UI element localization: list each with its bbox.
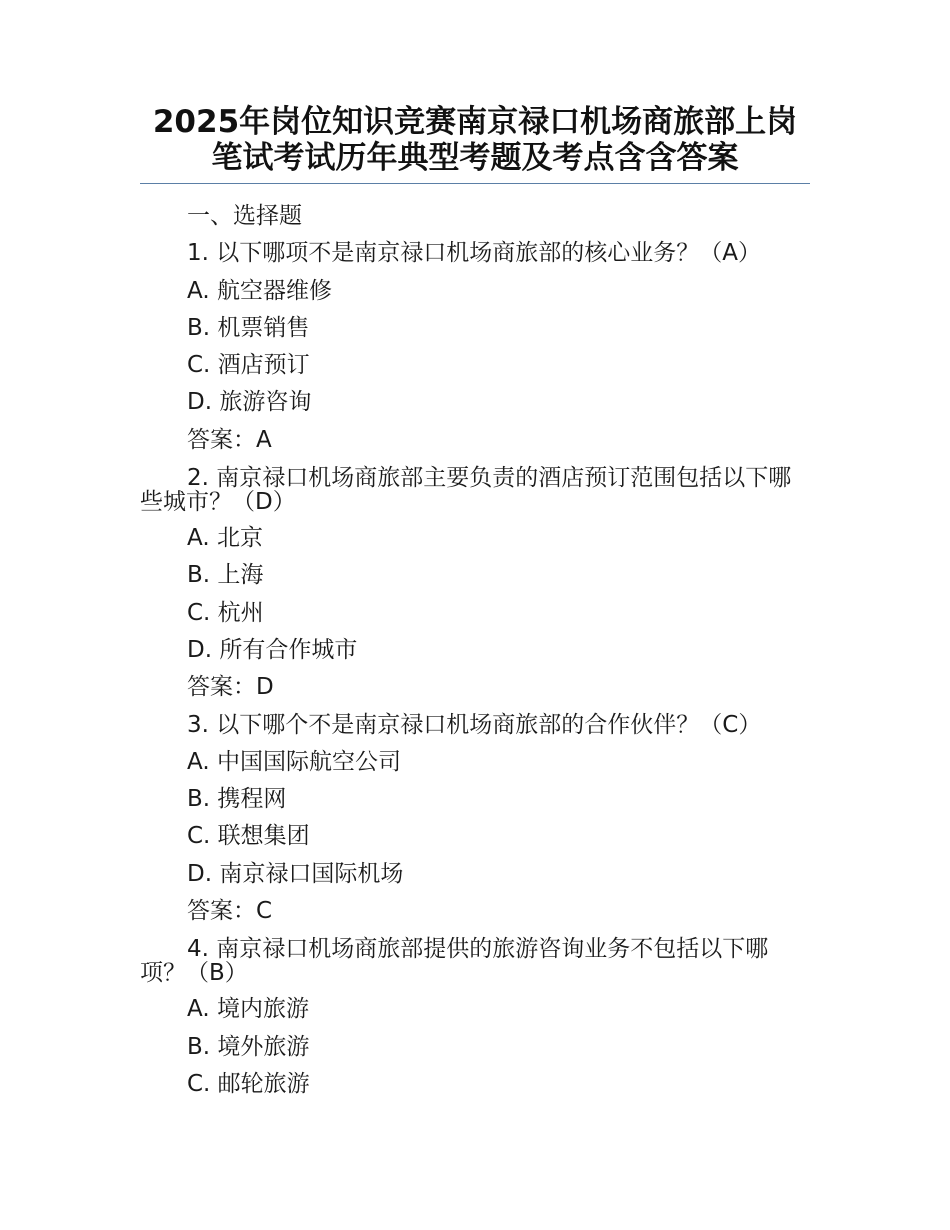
title-divider: [140, 183, 810, 184]
option-b: B. 境外旅游: [187, 1033, 310, 1060]
option-b: B. 机票销售: [187, 314, 310, 341]
question-text: 2. 南京禄口机场商旅部主要负责的酒店预订范围包括以下哪些城市？（D）: [140, 465, 792, 516]
option-d: D. 旅游咨询: [187, 389, 312, 416]
document-title: 2025年岗位知识竞赛南京禄口机场商旅部上岗笔试考试历年典型考题及考点含含答案: [152, 104, 798, 176]
question-text: 1. 以下哪项不是南京禄口机场商旅部的核心业务？（A）: [187, 240, 761, 267]
option-c: C. 酒店预订: [187, 352, 310, 379]
option-a: A. 中国国际航空公司: [187, 748, 401, 775]
option-c: C. 邮轮旅游: [187, 1070, 310, 1097]
option-a: A. 境内旅游: [187, 996, 309, 1023]
option-b: B. 上海: [187, 562, 264, 589]
question-text: 4. 南京禄口机场商旅部提供的旅游咨询业务不包括以下哪项？（B）: [140, 936, 769, 987]
option-c: C. 杭州: [187, 599, 264, 626]
question-text: 3. 以下哪个不是南京禄口机场商旅部的合作伙伴？（C）: [187, 711, 762, 738]
option-a: A. 航空器维修: [187, 277, 332, 304]
document-body: [140, 198, 812, 1103]
option-d: D. 南京禄口国际机场: [187, 860, 404, 887]
answer-text: 答案：D: [187, 674, 274, 701]
option-a: A. 北京: [187, 525, 263, 552]
answer-text: 答案：C: [187, 898, 273, 925]
option-c: C. 联想集团: [187, 823, 310, 850]
answer-text: 答案：A: [187, 426, 272, 453]
option-d: D. 所有合作城市: [187, 636, 358, 663]
section-heading: 一、选择题: [187, 203, 302, 229]
option-b: B. 携程网: [187, 786, 287, 813]
